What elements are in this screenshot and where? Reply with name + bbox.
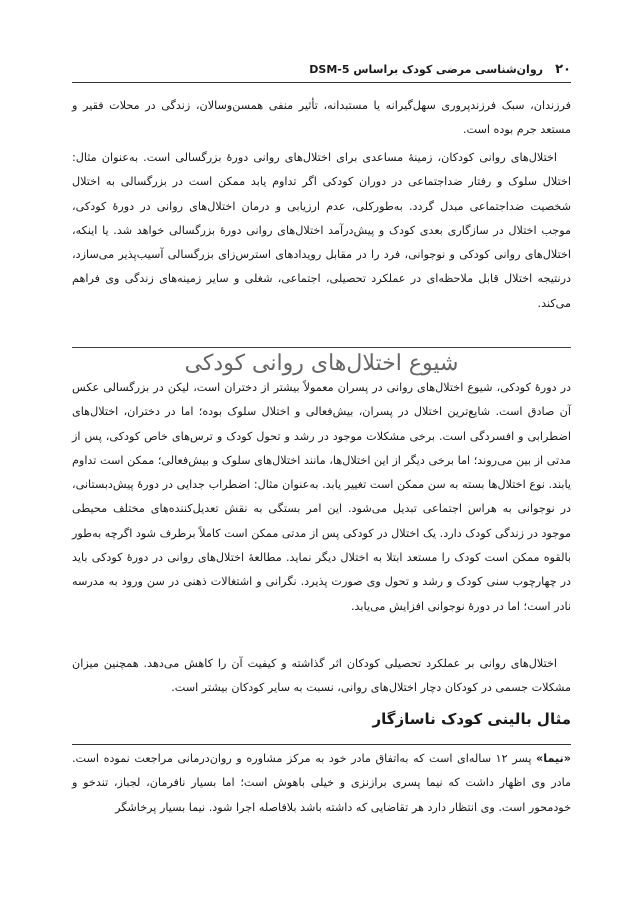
paragraph-childhood-disorders: اختلال‌های روانی کودکان، زمینهٔ مساعدی برای اختلال‌های روانی دورهٔ بزرگسالی است. به‌عنوان مثال: اختلال سلوک و رفتار ضداجتماعی در دوران کودکی اگر تداوم یابد ممکن است در بزرگسالی به اختلال شخصیت ضداجتماعی مبدل گردد. به‌طورکلی، عدم ارزیابی و درمان اختلال‌های روانی در دورهٔ کودکی، موجب اختلال در سازگاری بعدی کودک و پیش‌درآمد اختلال‌های روانی دورهٔ بزرگسالی خواهد شد. یا اینکه، اختلال‌های روانی کودکی و نوجوانی، فرد را در مقابل رویدادهای استرس‌زای بزرگسالی آسیب‌پذیر می‌سازد، درنتیجه اختلال قابل ملاحظه‌ای در عملکرد تحصیلی، اجتماعی، شغلی و سایر زمینه‌های زندگی وی فراهم می‌کند. [72,151,571,310]
running-title: روان‌شناسی مرضی کودک براساس DSM-5 [309,63,543,76]
page-number: ۲۰ [555,62,571,77]
paragraph-continued: فرزندان، سبک فرزندپروری سهل‌گیرانه یا مستبدانه، تأثیر منفی همسن‌وسالان، زندگی در محلات فقیر و مستعد جرم بوده است. [72,99,571,137]
case-example-text [72,745,571,820]
page-header [72,62,571,83]
paragraph-academic-impact: اختلال‌های روانی بر عملکرد تحصیلی کودکان اثر گذاشته و کیفیت آن را کاهش می‌دهد. همچنین میزان مشکلات جسمی در کودکان دچار اختلال‌های روانی، نسبت به سایر کودکان بیشتر است. [72,657,571,695]
case-name: «نیما» [536,752,571,765]
section-title: شیوع اختلال‌های روانی کودکی [184,351,459,376]
case-example-heading: مثال بالینی کودک ناسازگار [372,710,571,728]
case-example-box [72,744,571,820]
paragraph-prevalence: در دورهٔ کودکی، شیوع اختلال‌های روانی در پسران معمولاً بیشتر از دختران است، لیکن در بزرگسالی عکس آن صادق است. شایع‌ترین اختلال در پسران، بیش‌فعالی و اختلال سلوک بوده؛ اما در دختران، اختلال‌های اضطرابی و افسردگی است. برخی مشکلات موجود در رشد و تحول کودک و ترس‌های خاص کودکی، پس از مدتی از بین می‌روند؛ اما برخی دیگر از این اختلال‌ها، مانند اختلال‌های سلوک و بیش‌فعالی؛ ممکن است تداوم یابند. نوع اختلال‌ها بسته به سن ممکن است تغییر یابد. به‌عنوان مثال: اضطراب جدایی در دورهٔ پیش‌دبستانی، در نوجوانی به هراس اجتماعی تبدیل می‌شود. این امر بستگی به نقش تعدیل‌کننده‌های مختلف محیطی موجود در زندگی کودک دارد. یک اختلال در کودکی پس از مدتی ممکن است کاملاً برطرف شود اگرچه به‌طور بالقوه ممکن است کودک را مستعد ابتلا به اختلال دیگر نماید. مطالعهٔ اختلال‌های روانی در دورهٔ کودکی باید در چهارچوب سنی کودک و رشد و تحول وی صورت پذیرد. نگرانی و اشتغالات ذهنی در سن ورود به مدرسه نادر است؛ اما در دورهٔ نوجوانی افزایش می‌یابد. [72,381,571,613]
case-body: پسر ۱۲ ساله‌ای است که به‌اتفاق مادر خود به مرکز مشاوره و روان‌درمانی مراجعت نموده است. مادر وی اظهار داشت که نیما پسری برازنزی و خیلی باهوش است؛ اما بسیار نافرمان، لجباز، تندخو و خودمحور است. وی انتظار دارد هر تقاضایی که داشته باشد بلافاصله اجرا شود. نیما بسیار پرخاشگر [72,752,571,814]
